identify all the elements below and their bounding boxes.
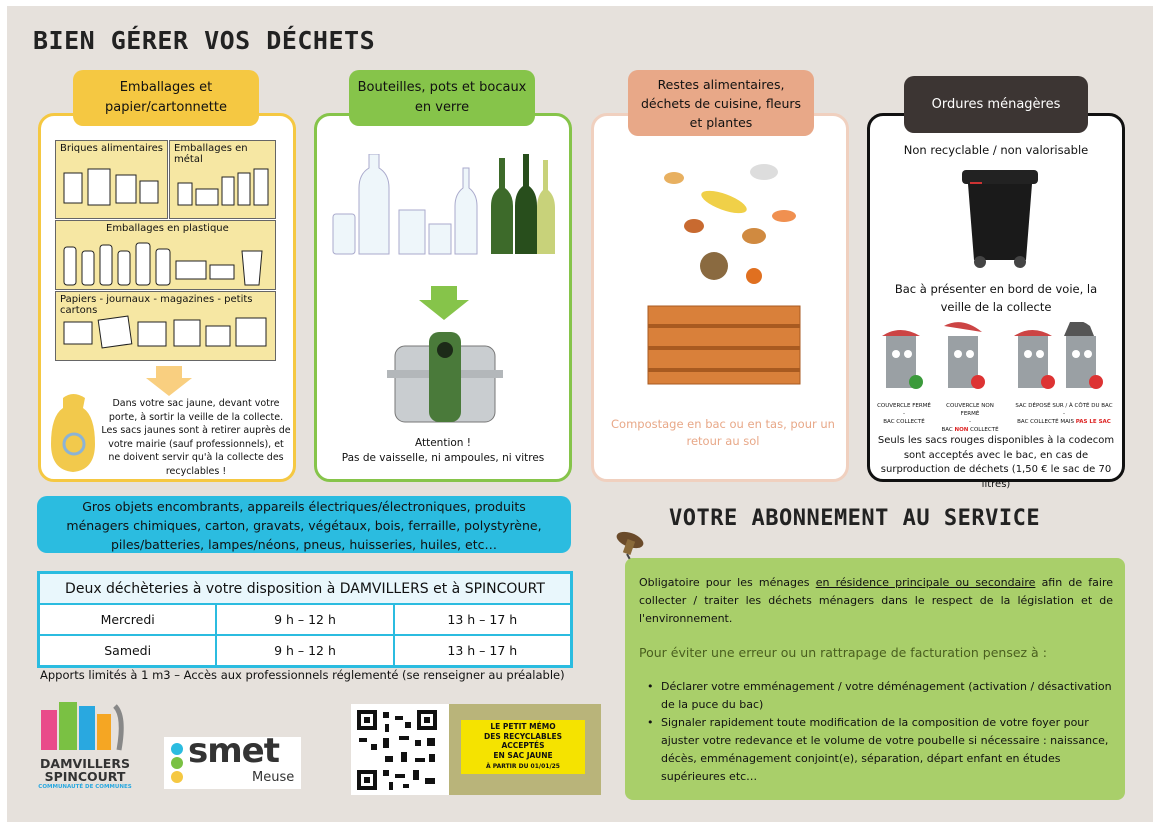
damvillers-logo-icon (37, 696, 133, 756)
memo-line: DES RECYCLABLES ACCEPTÉS (483, 731, 563, 750)
household-footer: Seuls les sacs rouges disponibles à la codecom sont acceptés avec le bac, en cas de surproduction de déchets (1,50 € le sac de 70 litres) (877, 435, 1115, 490)
caption-red: PAS LE SAC (1075, 419, 1111, 425)
panel-papiers (55, 291, 276, 361)
memo-label (461, 720, 585, 774)
cell-day: Samedi (104, 643, 152, 658)
dechetteries-table (37, 571, 573, 668)
cartons-icon (62, 161, 162, 216)
caption-top: SAC DÉPOSÉ SUR / À CÔTÉ DU BAC (1015, 403, 1113, 409)
yellow-bin-card (38, 113, 296, 482)
household-subtitle: Non recyclable / non valorisable (903, 143, 1089, 157)
list-item: • Déclarer votre emménagement / votre déménagement (activation / désactivation de la puce du bac) (639, 678, 1113, 714)
caption-2: COUVERCLE NON FERMÉ - BAC NON COLLECTÉ (936, 402, 1004, 434)
papers-icon (60, 312, 272, 358)
smet-logo (164, 731, 301, 789)
caption-bottom: BAC (941, 427, 953, 433)
smet-dots-icon (167, 741, 187, 785)
caption-bottom: BAC COLLECTÉ MAIS (1017, 419, 1074, 425)
qr-code-icon[interactable] (355, 708, 439, 792)
table-row (40, 634, 570, 665)
panel-label: Papiers - journaux - magazines - petits cartons (60, 294, 275, 316)
yellow-bag-icon (49, 392, 99, 476)
panel-briques (55, 140, 168, 219)
compost-text: Compostage en bac ou en tas, pour un retour au sol (611, 417, 835, 448)
arrow-down-icon (146, 366, 192, 396)
panel-plastique (55, 220, 276, 290)
glass-tab: Bouteilles, pots et bocaux en verre (349, 70, 535, 126)
caption-3: SAC DÉPOSÉ SUR / À CÔTÉ DU BAC - BAC COLLECTÉ MAIS PAS LE SAC (1008, 402, 1120, 426)
household-text: Bac à présenter en bord de voie, la veille de la collecte (894, 282, 1098, 314)
cans-icon (176, 163, 272, 215)
glass-card (314, 113, 572, 482)
glass-container-icon (387, 330, 503, 426)
dechetteries-note: Apports limités à 1 m3 – Accès aux professionnels réglementé (se renseigner au préalable) (40, 668, 565, 682)
glass-bottles-icon (329, 154, 557, 264)
caption-red: NON (954, 427, 969, 433)
subscription-title: VOTRE ABONNEMENT AU SERVICE (669, 506, 1041, 531)
table-header: Deux déchèteries à votre disposition à DAMVILLERS et à SPINCOURT (40, 574, 570, 603)
subscription-intro (639, 574, 1113, 628)
list-item: • Signaler rapidement toute modification de la composition de votre foyer pour ajuster votre redevance et le volume de votre poubelle si nécessaire : naissance, décès, emménagement conjoint(e), séparation, départ enfant en études supérieures etc… (639, 714, 1113, 786)
logo-line: DAMVILLERS (40, 756, 130, 771)
main-title: BIEN GÉRER VOS DÉCHETS (33, 26, 376, 55)
smet-logo-text: smet (188, 731, 279, 771)
meuse-logo-text: Meuse (252, 770, 295, 785)
household-tab: Ordures ménagères (904, 76, 1088, 133)
page (7, 6, 1153, 822)
bins-rules-icon (880, 322, 1112, 402)
household-card (867, 113, 1125, 490)
memo-line: LE PETIT MÉMO (490, 722, 556, 731)
subscription-box (625, 558, 1125, 800)
logo-line: COMMUNAUTÉ DE COMMUNES (38, 784, 132, 790)
caption-bottom2: COLLECTÉ (970, 427, 999, 433)
panel-metal (169, 140, 276, 219)
cell-morning: 9 h – 12 h (215, 636, 392, 665)
panel-label: Emballages en métal (174, 143, 275, 165)
glass-attention: Attention ! (414, 437, 471, 449)
black-bin-icon (960, 164, 1040, 268)
yellow-bin-tab: Emballages et papier/cartonnette (73, 70, 259, 126)
caption-top: COUVERCLE FERMÉ (877, 403, 931, 409)
compost-icon (634, 156, 814, 386)
qr-memo-panel (351, 704, 601, 795)
table-row (40, 603, 570, 634)
damvillers-logo-text (35, 757, 135, 791)
glass-text: Pas de vaisselle, ni ampoules, ni vitres (341, 452, 545, 464)
panel-label: Briques alimentaires (60, 143, 163, 154)
arrow-down-icon (419, 286, 469, 320)
memo-image (449, 704, 601, 795)
cell-day: Mercredi (100, 612, 155, 627)
caption-top: COUVERCLE NON FERMÉ (946, 403, 994, 417)
cell-morning: 9 h – 12 h (215, 605, 392, 634)
panel-label: Emballages en plastique (106, 223, 229, 234)
intro-underline: en résidence principale ou secondaire (815, 576, 1036, 589)
intro-a: Obligatoire pour les ménages (639, 576, 816, 589)
intro-b: afin de faire collecter / traiter les déchets ménagers dans le respect de la législation et de l'environnement. (639, 576, 1113, 625)
compost-tab: Restes alimentaires, déchets de cuisine, fleurs et plantes (628, 70, 814, 136)
subscription-avoid: Pour éviter une erreur ou un rattrapage de facturation pensez à : (639, 645, 1047, 660)
caption-1: COUVERCLE FERMÉ - BAC COLLECTÉ (874, 402, 934, 426)
bulky-items: Gros objets encombrants, appareils électriques/électroniques, produits ménagers chimiques, carton, gravats, végétaux, bois, ferraille, polystyrène, piles/batteries, lampes/néons, pneus, huisseries, huiles, etc… (37, 496, 571, 553)
memo-line: À PARTIR DU 01/01/25 (486, 763, 560, 770)
memo-line: EN SAC JAUNE (493, 750, 553, 760)
yellow-bin-text: Dans votre sac jaune, devant votre porte, à sortir la veille de la collecte. Les sacs jaunes sont à retirer auprès de votre mairie (sauf professionnels), et ne doivent servir qu'à la collecte des recyclables ! (101, 398, 291, 477)
logo-line: SPINCOURT (44, 769, 126, 784)
cell-afternoon: 13 h – 17 h (393, 636, 570, 665)
caption-bottom: BAC COLLECTÉ (883, 419, 925, 425)
plastic-bottles-icon (60, 239, 272, 289)
cell-afternoon: 13 h – 17 h (393, 605, 570, 634)
subscription-list (639, 678, 1113, 786)
compost-card (591, 113, 849, 482)
